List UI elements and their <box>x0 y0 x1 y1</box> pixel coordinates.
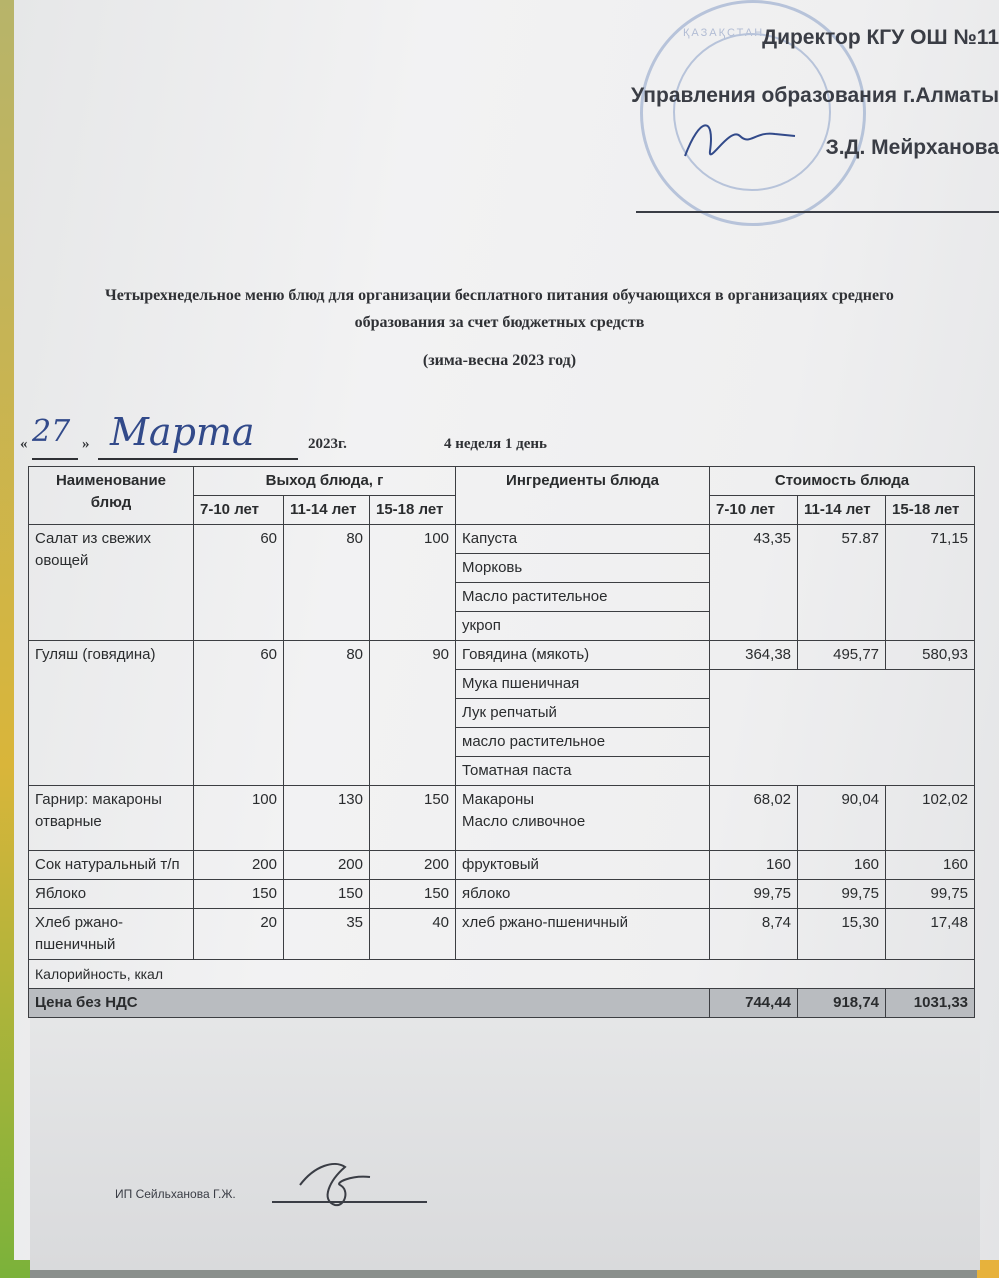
footer-signer: ИП Сейльханова Г.Ж. <box>115 1187 236 1201</box>
calories-row <box>29 960 975 989</box>
yield-11-14: 80 <box>284 641 370 786</box>
ingredient: яблоко <box>456 880 710 909</box>
cost-7-10: 99,75 <box>710 880 798 909</box>
header-yield-age-7-10: 7-10 лет <box>194 496 284 525</box>
title-line-2: образования за счет бюджетных средств <box>354 314 645 331</box>
date-line <box>20 410 720 470</box>
ingredient: Макароны <box>462 791 535 808</box>
header-dish-name: Наименование блюд <box>29 467 194 525</box>
close-quote: » <box>82 436 90 452</box>
yield-11-14: 200 <box>284 851 370 880</box>
handwritten-day: 27 <box>32 414 71 449</box>
table-row <box>29 909 975 960</box>
week-label: 4 неделя 1 день <box>444 436 547 452</box>
ingredient-list <box>456 786 710 851</box>
ingredient: Капуста <box>456 525 710 554</box>
table-row <box>29 851 975 880</box>
yield-11-14: 130 <box>284 786 370 851</box>
cost-15-18: 580,93 <box>886 641 975 670</box>
yield-7-10: 60 <box>194 641 284 786</box>
cost-7-10: 160 <box>710 851 798 880</box>
year-label: 2023г. <box>308 436 347 452</box>
table-row <box>29 786 975 851</box>
header-ingredients: Ингредиенты блюда <box>456 467 710 525</box>
cost-11-14: 57.87 <box>798 525 886 641</box>
cost-15-18: 99,75 <box>886 880 975 909</box>
seal-lettering: ҚАЗАҚСТАН <box>683 27 765 39</box>
yield-11-14: 150 <box>284 880 370 909</box>
approval-line-name: З.Д. Мейрханова <box>825 136 999 159</box>
yield-15-18: 90 <box>370 641 456 786</box>
yield-15-18: 150 <box>370 786 456 851</box>
ingredient: Говядина (мякоть) <box>456 641 710 670</box>
approval-underline <box>636 211 999 213</box>
yield-7-10: 100 <box>194 786 284 851</box>
price-row <box>29 989 975 1018</box>
dish-name: Салат из свежих овощей <box>29 525 194 641</box>
menu-table-wrap <box>28 466 974 1018</box>
cost-15-18: 17,48 <box>886 909 975 960</box>
approval-line-department: Управления образования г.Алматы <box>631 84 999 107</box>
open-quote: « <box>20 436 28 452</box>
cost-7-10: 68,02 <box>710 786 798 851</box>
price-7-10: 744,44 <box>710 989 798 1018</box>
ingredient: Лук репчатый <box>456 699 710 728</box>
header-cost: Стоимость блюда <box>710 467 975 496</box>
handwritten-month: Марта <box>110 410 255 454</box>
dish-name: Яблоко <box>29 880 194 909</box>
cost-7-10: 8,74 <box>710 909 798 960</box>
dish-name: Гуляш (говядина) <box>29 641 194 786</box>
cost-7-10: 364,38 <box>710 641 798 670</box>
ingredient: Томатная паста <box>456 757 710 786</box>
ingredient: фруктовый <box>456 851 710 880</box>
cost-15-18: 102,02 <box>886 786 975 851</box>
cost-11-14: 160 <box>798 851 886 880</box>
yield-15-18: 200 <box>370 851 456 880</box>
day-underline <box>32 458 78 460</box>
price-15-18: 1031,33 <box>886 989 975 1018</box>
ingredient: Мука пшеничная <box>456 670 710 699</box>
month-underline <box>98 458 298 460</box>
yield-15-18: 150 <box>370 880 456 909</box>
header-cost-age-15-18: 15-18 лет <box>886 496 975 525</box>
yield-15-18: 100 <box>370 525 456 641</box>
table-row <box>29 525 975 554</box>
cost-11-14: 15,30 <box>798 909 886 960</box>
table-row <box>29 880 975 909</box>
empty-cost-cell <box>710 670 975 786</box>
header-yield-age-15-18: 15-18 лет <box>370 496 456 525</box>
menu-table <box>28 466 975 1018</box>
laminate-glare <box>30 1000 980 1270</box>
menu-title <box>0 282 999 336</box>
cost-15-18: 71,15 <box>886 525 975 641</box>
yield-11-14: 80 <box>284 525 370 641</box>
season-label: (зима-весна 2023 год) <box>422 352 577 369</box>
director-signature <box>680 106 800 176</box>
cost-11-14: 90,04 <box>798 786 886 851</box>
header-yield-age-11-14: 11-14 лет <box>284 496 370 525</box>
yield-7-10: 150 <box>194 880 284 909</box>
approval-line-director: Директор КГУ ОШ №11 <box>762 26 999 49</box>
ingredient: хлеб ржано-пшеничный <box>456 909 710 960</box>
ingredient: масло растительное <box>456 728 710 757</box>
price-label: Цена без НДС <box>29 989 710 1018</box>
table-header-row-1 <box>29 467 975 496</box>
header-yield: Выход блюда, г <box>194 467 456 496</box>
ingredient: Масло растительное <box>456 583 710 612</box>
cost-15-18: 160 <box>886 851 975 880</box>
title-line-1: Четырехнедельное меню блюд для организации бесплатного питания обучающихся в организациях среднего <box>105 287 894 304</box>
dish-name: Сок натуральный т/п <box>29 851 194 880</box>
footer-signature <box>290 1155 380 1215</box>
yield-7-10: 20 <box>194 909 284 960</box>
cost-11-14: 495,77 <box>798 641 886 670</box>
yield-7-10: 60 <box>194 525 284 641</box>
cost-7-10: 43,35 <box>710 525 798 641</box>
dish-name: Хлеб ржано-пшеничный <box>29 909 194 960</box>
yield-15-18: 40 <box>370 909 456 960</box>
table-row <box>29 641 975 670</box>
yield-11-14: 35 <box>284 909 370 960</box>
yield-7-10: 200 <box>194 851 284 880</box>
header-cost-age-11-14: 11-14 лет <box>798 496 886 525</box>
calories-label: Калорийность, ккал <box>29 960 975 989</box>
price-11-14: 918,74 <box>798 989 886 1018</box>
ingredient: укроп <box>456 612 710 641</box>
header-cost-age-7-10: 7-10 лет <box>710 496 798 525</box>
dish-name: Гарнир: макароны отварные <box>29 786 194 851</box>
cost-11-14: 99,75 <box>798 880 886 909</box>
ingredient: Морковь <box>456 554 710 583</box>
ingredient: Масло сливочное <box>462 813 586 830</box>
